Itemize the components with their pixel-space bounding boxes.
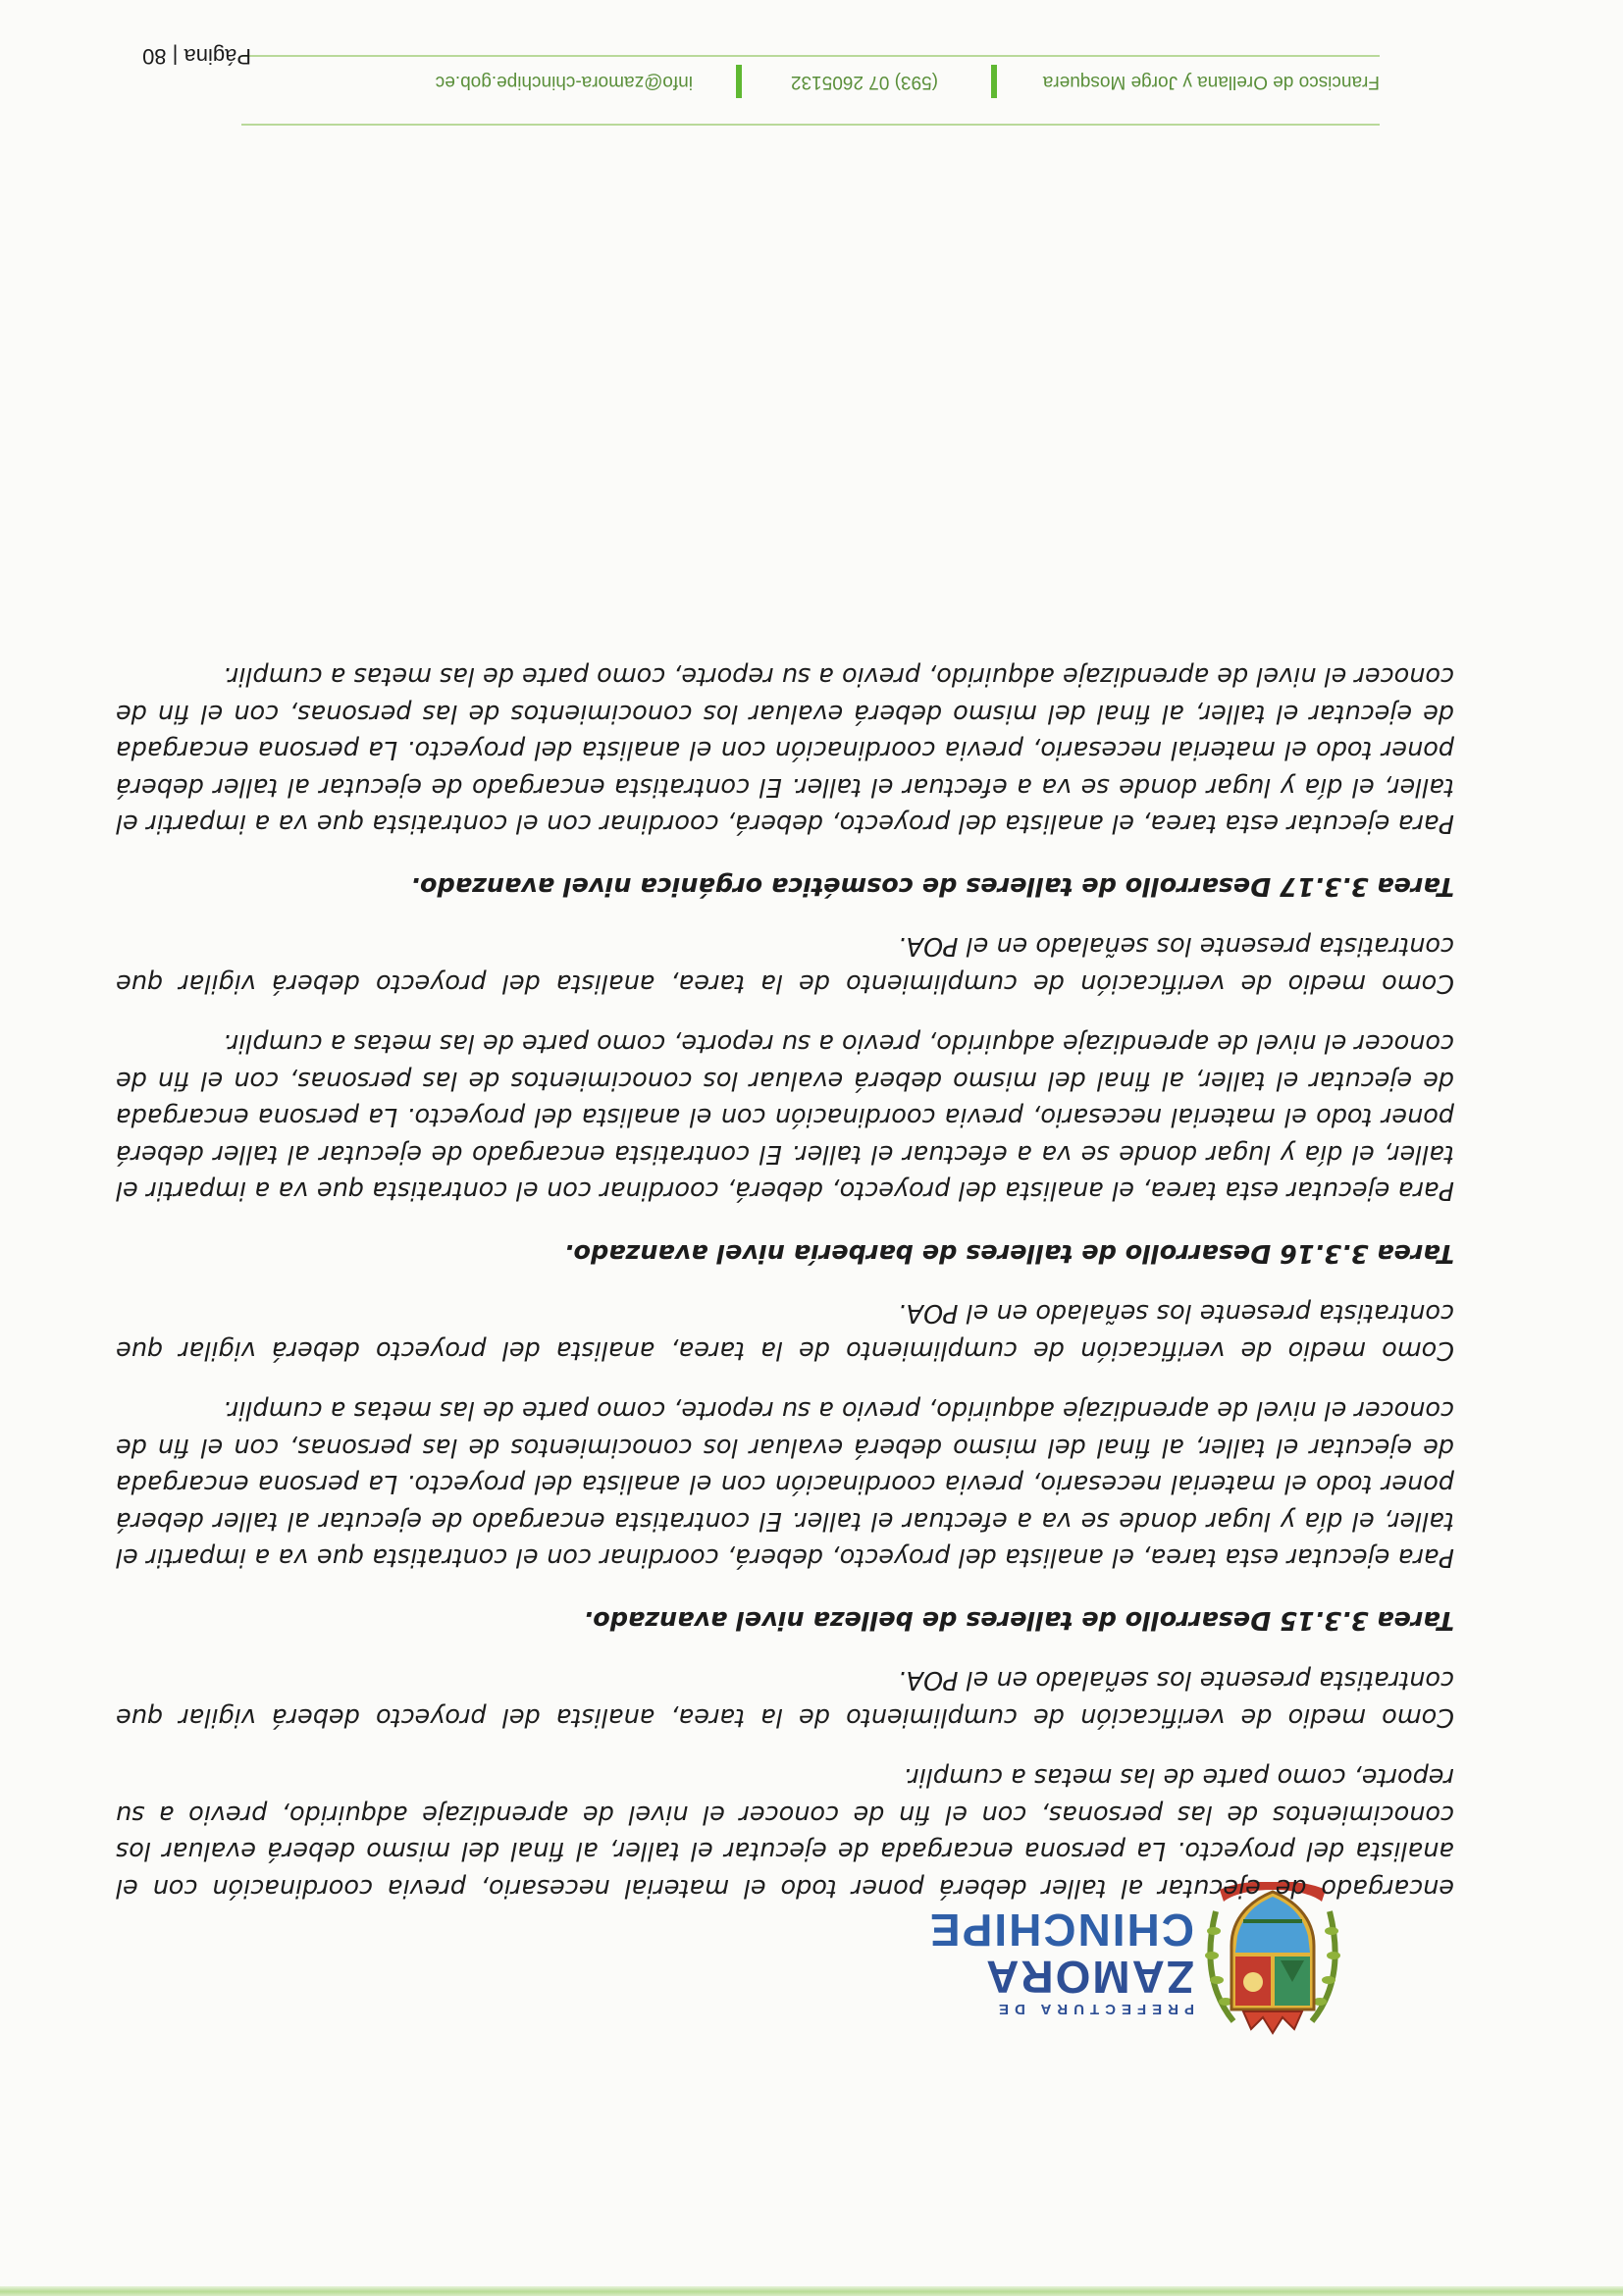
task-heading: Tarea 3.3.15 Desarrollo de talleres de belleza nivel avanzado.	[583, 1605, 1454, 1635]
paragraph: Para ejecutar esta tarea, el analista del proyecto, deberá, coordinar con el contratista que va a impartir el taller, el día y lugar donde se va a efectuar el taller. El contratista encargado de ejecutar al taller deberá poner todo el material necesario, previa coordinación con el analista del proyecto. La persona encargada de ejecutar el taller, al final del mismo deberá evaluar los conocimientos de las personas, con el fin de conocer el nivel de aprendizaje adquirido, previo a su reporte, como parte de las metas a cumplir.	[116, 661, 1454, 839]
logo-zamora-text: ZAMORA	[984, 1952, 1194, 2003]
prefecture-logo	[927, 1882, 1341, 2039]
logo-chinchipe-text: CHINCHIPE	[927, 1905, 1194, 1956]
footer	[202, 65, 1380, 98]
task-heading: Tarea 3.3.16 Desarrollo de talleres de barbería nivel avanzado.	[563, 1238, 1454, 1268]
paragraph: Para ejecutar esta tarea, el analista del proyecto, deberá, coordinar con el contratista que va a impartir el taller, el día y lugar donde se va a efectuar el taller. El contratista encargado de ejecutar al taller deberá poner todo el material necesario, previa coordinación con el analista del proyecto. La persona encargada de ejecutar el taller, al final del mismo deberá evaluar los conocimientos de las personas, con el fin de conocer el nivel de aprendizaje adquirido, previo a su reporte, como parte de las metas a cumplir.	[116, 1395, 1454, 1573]
header-band	[0, 2286, 1623, 2296]
paragraph: encargado de ejecutar al taller deberá poner todo el material necesario, previa coordinación con el analista del proyecto. La persona encargada de ejecutar el taller, al final del mismo deberá evaluar los conocimientos de las personas, con el fin de conocer el nivel de aprendizaje adquirido, previo a su reporte, como parte de las metas a cumplir.	[116, 1762, 1454, 1903]
paragraph: Como medio de verificación de cumplimiento de la tarea, analista del proyecto deberá vigilar que contratista presente los señalado en el POA.	[116, 1665, 1454, 1732]
paragraph: Como medio de verificación de cumplimiento de la tarea, analista del proyecto deberá vigilar que contratista presente los señalado en el POA.	[116, 931, 1454, 998]
footer-separator	[991, 65, 997, 98]
task-heading: Tarea 3.3.17 Desarrollo de talleres de cosmética orgánica nivel avanzado.	[410, 871, 1454, 901]
coat-of-arms-icon	[1204, 1882, 1341, 2039]
footer-email[interactable]: info@zamora-chinchipe.gob.ec	[435, 72, 693, 92]
footer-phone: (593) 07 2605132	[790, 72, 938, 92]
footer-separator	[736, 65, 742, 98]
paragraph: Como medio de verificación de cumplimiento de la tarea, analista del proyecto deberá vigilar que contratista presente los señalado en el POA.	[116, 1298, 1454, 1365]
document-body	[116, 634, 1454, 1905]
footer-divider	[241, 55, 1380, 57]
paragraph: Para ejecutar esta tarea, el analista del proyecto, deberá, coordinar con el contratista que va a impartir el taller, el día y lugar donde se va a efectuar el taller. El contratista encargado de ejecutar al taller deberá poner todo el material necesario, previa coordinación con el analista del proyecto. La persona encargada de ejecutar el taller, al final del mismo deberá evaluar los conocimientos de las personas, con el fin de conocer el nivel de aprendizaje adquirido, previo a su reporte, como parte de las metas a cumplir.	[116, 1028, 1454, 1206]
logo-prefectura-text: PREFECTURA DE	[993, 2001, 1194, 2017]
footer-address: Francisco de Orellana y Jorge Mosquera	[1042, 72, 1380, 92]
footer-divider	[241, 124, 1380, 126]
page-number: Página | 80	[142, 44, 251, 69]
